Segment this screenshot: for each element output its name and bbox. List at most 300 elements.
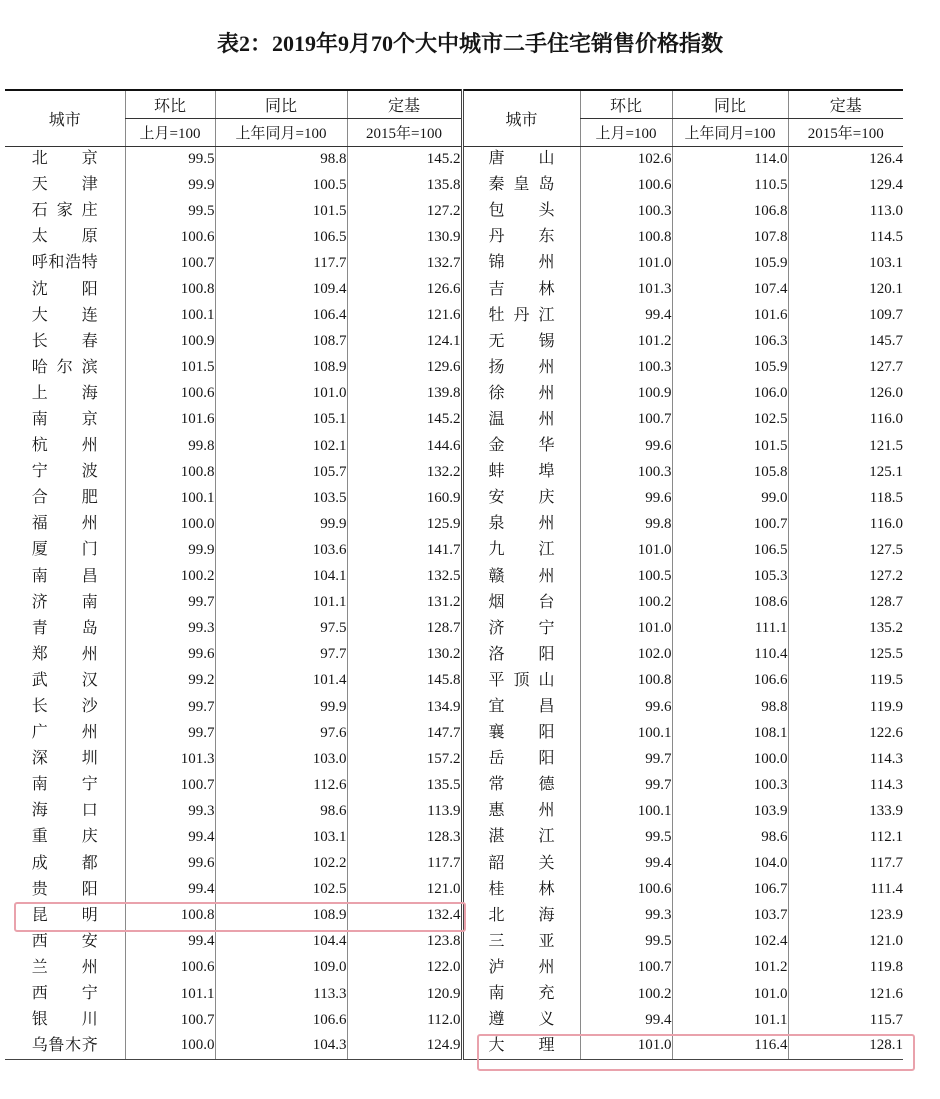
city-cell xyxy=(462,224,580,250)
mom-index: 99.4 xyxy=(580,303,672,329)
city-name: 杭州 xyxy=(31,437,98,455)
city-name: 岳阳 xyxy=(488,750,555,768)
city-name: 九江 xyxy=(488,541,555,559)
city-name: 平顶山 xyxy=(488,671,555,689)
city-cell xyxy=(462,459,580,485)
yoy-index: 101.5 xyxy=(672,433,788,459)
header-row-bases xyxy=(5,118,903,146)
city-cell xyxy=(462,955,580,981)
base-index: 128.7 xyxy=(788,590,903,616)
base-index: 118.5 xyxy=(788,485,903,511)
city-name: 安庆 xyxy=(488,489,555,507)
city-name: 大连 xyxy=(31,306,98,324)
city-name: 南昌 xyxy=(31,567,98,585)
base-index: 121.0 xyxy=(347,877,462,903)
mom-index: 101.3 xyxy=(580,276,672,302)
yoy-index: 101.0 xyxy=(215,381,347,407)
base-index: 145.8 xyxy=(347,668,462,694)
city-name: 蚌埠 xyxy=(488,463,555,481)
base-index: 145.7 xyxy=(788,329,903,355)
base-index: 157.2 xyxy=(347,746,462,772)
base-index: 134.9 xyxy=(347,694,462,720)
base-index: 121.6 xyxy=(788,981,903,1007)
city-cell xyxy=(5,172,125,198)
city-cell xyxy=(5,511,125,537)
table-row xyxy=(5,172,903,198)
base-index: 117.7 xyxy=(788,851,903,877)
city-name: 秦皇岛 xyxy=(488,176,555,194)
mom-index: 100.5 xyxy=(580,564,672,590)
base-index: 121.5 xyxy=(788,433,903,459)
table-row xyxy=(5,590,903,616)
base-index: 113.9 xyxy=(347,798,462,824)
table-row xyxy=(5,381,903,407)
city-name: 乌鲁木齐 xyxy=(31,1036,98,1054)
city-cell xyxy=(5,798,125,824)
base-index: 125.9 xyxy=(347,511,462,537)
mom-index: 100.1 xyxy=(580,798,672,824)
base-index: 127.2 xyxy=(788,564,903,590)
mom-index: 99.7 xyxy=(580,746,672,772)
city-name: 上海 xyxy=(31,384,98,402)
yoy-index: 110.4 xyxy=(672,642,788,668)
base-index: 119.8 xyxy=(788,955,903,981)
base-index: 112.0 xyxy=(347,1007,462,1033)
base-index: 123.8 xyxy=(347,929,462,955)
city-cell xyxy=(462,694,580,720)
table-row xyxy=(5,198,903,224)
table-row xyxy=(5,668,903,694)
yoy-index: 99.0 xyxy=(672,485,788,511)
table-row xyxy=(5,851,903,877)
city-name: 石家庄 xyxy=(31,202,98,220)
mom-index: 100.6 xyxy=(125,955,215,981)
base-index: 125.5 xyxy=(788,642,903,668)
table-row xyxy=(5,1007,903,1033)
yoy-index: 103.6 xyxy=(215,537,347,563)
base-index: 126.0 xyxy=(788,381,903,407)
city-cell xyxy=(462,720,580,746)
header-base-right: 定基 xyxy=(788,90,903,118)
yoy-index: 108.9 xyxy=(215,903,347,929)
yoy-index: 105.1 xyxy=(215,407,347,433)
base-index: 130.2 xyxy=(347,642,462,668)
base-index: 145.2 xyxy=(347,407,462,433)
city-name: 南宁 xyxy=(31,776,98,794)
city-cell xyxy=(462,642,580,668)
base-index: 147.7 xyxy=(347,720,462,746)
city-cell xyxy=(462,381,580,407)
yoy-index: 105.7 xyxy=(215,459,347,485)
city-cell xyxy=(5,146,125,172)
yoy-index: 98.8 xyxy=(672,694,788,720)
yoy-index: 98.8 xyxy=(215,146,347,172)
yoy-index: 104.4 xyxy=(215,929,347,955)
base-index: 119.9 xyxy=(788,694,903,720)
city-cell xyxy=(462,355,580,381)
city-name: 赣州 xyxy=(488,567,555,585)
yoy-index: 104.1 xyxy=(215,564,347,590)
base-index: 131.2 xyxy=(347,590,462,616)
city-cell xyxy=(5,877,125,903)
mom-index: 100.2 xyxy=(580,590,672,616)
base-index: 144.6 xyxy=(347,433,462,459)
city-name: 桂林 xyxy=(488,880,555,898)
mom-index: 100.6 xyxy=(125,224,215,250)
yoy-index: 114.0 xyxy=(672,146,788,172)
yoy-index: 99.9 xyxy=(215,694,347,720)
mom-index: 99.2 xyxy=(125,668,215,694)
yoy-index: 101.6 xyxy=(672,303,788,329)
base-index: 114.3 xyxy=(788,772,903,798)
base-index: 128.3 xyxy=(347,824,462,850)
yoy-index: 100.0 xyxy=(672,746,788,772)
header-yoy-right: 同比 xyxy=(672,90,788,118)
mom-index: 99.3 xyxy=(125,798,215,824)
mom-index: 99.9 xyxy=(125,172,215,198)
city-cell xyxy=(462,172,580,198)
base-index: 109.7 xyxy=(788,303,903,329)
mom-index: 101.0 xyxy=(580,1033,672,1059)
yoy-index: 106.0 xyxy=(672,381,788,407)
mom-index: 99.4 xyxy=(580,1007,672,1033)
base-index: 126.6 xyxy=(347,276,462,302)
mom-index: 100.7 xyxy=(125,772,215,798)
table-row xyxy=(5,537,903,563)
base-index: 127.2 xyxy=(347,198,462,224)
city-cell xyxy=(5,642,125,668)
yoy-index: 103.9 xyxy=(672,798,788,824)
base-index: 132.4 xyxy=(347,903,462,929)
city-cell xyxy=(5,694,125,720)
base-index: 121.0 xyxy=(788,929,903,955)
mom-index: 101.2 xyxy=(580,329,672,355)
mom-index: 101.0 xyxy=(580,616,672,642)
base-index: 103.1 xyxy=(788,250,903,276)
mom-index: 99.6 xyxy=(125,851,215,877)
table-row xyxy=(5,616,903,642)
mom-index: 101.5 xyxy=(125,355,215,381)
city-name: 广州 xyxy=(31,724,98,742)
mom-index: 99.6 xyxy=(580,694,672,720)
yoy-index: 102.1 xyxy=(215,433,347,459)
base-index: 122.0 xyxy=(347,955,462,981)
base-index: 135.5 xyxy=(347,772,462,798)
city-name: 贵阳 xyxy=(31,880,98,898)
city-cell xyxy=(462,668,580,694)
base-index: 141.7 xyxy=(347,537,462,563)
city-cell xyxy=(5,224,125,250)
city-cell xyxy=(462,851,580,877)
city-cell xyxy=(462,511,580,537)
city-name: 银川 xyxy=(31,1011,98,1029)
yoy-index: 101.5 xyxy=(215,198,347,224)
city-name: 惠州 xyxy=(488,802,555,820)
city-cell xyxy=(5,329,125,355)
city-name: 重庆 xyxy=(31,828,98,846)
base-index: 120.1 xyxy=(788,276,903,302)
table-row xyxy=(5,433,903,459)
city-cell xyxy=(5,276,125,302)
city-name: 厦门 xyxy=(31,541,98,559)
city-cell xyxy=(5,746,125,772)
header-mom-left: 环比 xyxy=(125,90,215,118)
city-name: 南京 xyxy=(31,410,98,428)
mom-index: 100.7 xyxy=(125,250,215,276)
header-mom-right: 环比 xyxy=(580,90,672,118)
base-index: 116.0 xyxy=(788,407,903,433)
mom-index: 100.8 xyxy=(125,459,215,485)
mom-index: 100.6 xyxy=(580,172,672,198)
yoy-index: 100.5 xyxy=(215,172,347,198)
base-index: 121.6 xyxy=(347,303,462,329)
city-cell xyxy=(462,485,580,511)
table-row xyxy=(5,772,903,798)
city-cell xyxy=(462,537,580,563)
city-cell xyxy=(462,981,580,1007)
city-cell xyxy=(5,981,125,1007)
city-cell xyxy=(5,355,125,381)
city-cell xyxy=(462,798,580,824)
yoy-index: 110.5 xyxy=(672,172,788,198)
base-index: 124.1 xyxy=(347,329,462,355)
yoy-index: 108.6 xyxy=(672,590,788,616)
mom-index: 101.0 xyxy=(580,537,672,563)
base-index: 139.8 xyxy=(347,381,462,407)
city-name: 西安 xyxy=(31,932,98,950)
yoy-index: 106.8 xyxy=(672,198,788,224)
city-name: 福州 xyxy=(31,515,98,533)
city-name: 唐山 xyxy=(488,150,555,168)
city-cell xyxy=(462,590,580,616)
city-cell xyxy=(462,250,580,276)
mom-index: 99.4 xyxy=(125,929,215,955)
city-cell xyxy=(462,824,580,850)
yoy-index: 106.6 xyxy=(215,1007,347,1033)
mom-index: 99.6 xyxy=(125,642,215,668)
mom-index: 100.8 xyxy=(125,276,215,302)
mom-index: 99.4 xyxy=(125,877,215,903)
table-header xyxy=(5,90,903,146)
base-index: 123.9 xyxy=(788,903,903,929)
base-index: 127.7 xyxy=(788,355,903,381)
city-name: 合肥 xyxy=(31,489,98,507)
base-index: 119.5 xyxy=(788,668,903,694)
yoy-index: 106.4 xyxy=(215,303,347,329)
city-name: 昆明 xyxy=(31,906,98,924)
city-name: 海口 xyxy=(31,802,98,820)
yoy-index: 101.0 xyxy=(672,981,788,1007)
yoy-index: 102.5 xyxy=(215,877,347,903)
city-name: 太原 xyxy=(31,228,98,246)
header-city-left: 城市 xyxy=(5,90,125,146)
city-name: 三亚 xyxy=(488,932,555,950)
header-mom-sub-right: 上月=100 xyxy=(580,118,672,146)
city-name: 烟台 xyxy=(488,593,555,611)
mom-index: 102.6 xyxy=(580,146,672,172)
table-row xyxy=(5,929,903,955)
base-index: 124.9 xyxy=(347,1033,462,1059)
yoy-index: 102.5 xyxy=(672,407,788,433)
yoy-index: 109.0 xyxy=(215,955,347,981)
mom-index: 99.5 xyxy=(580,929,672,955)
city-cell xyxy=(5,198,125,224)
yoy-index: 108.1 xyxy=(672,720,788,746)
city-cell xyxy=(462,746,580,772)
base-index: 127.5 xyxy=(788,537,903,563)
city-cell xyxy=(5,303,125,329)
mom-index: 99.4 xyxy=(125,824,215,850)
table-row xyxy=(5,824,903,850)
mom-index: 99.7 xyxy=(125,720,215,746)
city-name: 湛江 xyxy=(488,828,555,846)
mom-index: 100.1 xyxy=(580,720,672,746)
table-row xyxy=(5,694,903,720)
table-body xyxy=(5,146,903,1059)
base-index: 114.5 xyxy=(788,224,903,250)
city-name: 呼和浩特 xyxy=(31,254,98,272)
mom-index: 99.5 xyxy=(125,198,215,224)
header-base-sub-left: 2015年=100 xyxy=(347,118,462,146)
city-name: 武汉 xyxy=(31,671,98,689)
base-index: 129.6 xyxy=(347,355,462,381)
yoy-index: 102.2 xyxy=(215,851,347,877)
base-index: 135.8 xyxy=(347,172,462,198)
mom-index: 102.0 xyxy=(580,642,672,668)
yoy-index: 103.1 xyxy=(215,824,347,850)
city-name: 常德 xyxy=(488,776,555,794)
yoy-index: 102.4 xyxy=(672,929,788,955)
mom-index: 101.0 xyxy=(580,250,672,276)
city-name: 深圳 xyxy=(31,750,98,768)
base-index: 128.7 xyxy=(347,616,462,642)
mom-index: 99.7 xyxy=(125,590,215,616)
yoy-index: 108.9 xyxy=(215,355,347,381)
table-row xyxy=(5,485,903,511)
base-index: 125.1 xyxy=(788,459,903,485)
city-name: 西宁 xyxy=(31,985,98,1003)
city-cell xyxy=(462,276,580,302)
mom-index: 100.7 xyxy=(580,407,672,433)
table-title: 表2：2019年9月70个大中城市二手住宅销售价格指数 xyxy=(216,31,723,56)
city-cell xyxy=(5,824,125,850)
city-name: 丹东 xyxy=(488,228,555,246)
base-index: 132.2 xyxy=(347,459,462,485)
city-name: 北海 xyxy=(488,906,555,924)
yoy-index: 103.5 xyxy=(215,485,347,511)
mom-index: 99.5 xyxy=(125,146,215,172)
city-name: 济宁 xyxy=(488,619,555,637)
city-cell xyxy=(5,485,125,511)
table-row xyxy=(5,224,903,250)
yoy-index: 106.7 xyxy=(672,877,788,903)
city-name: 青岛 xyxy=(31,619,98,637)
city-cell xyxy=(462,303,580,329)
city-cell xyxy=(5,537,125,563)
base-index: 133.9 xyxy=(788,798,903,824)
city-name: 韶关 xyxy=(488,854,555,872)
mom-index: 100.3 xyxy=(580,355,672,381)
city-cell xyxy=(5,616,125,642)
yoy-index: 107.4 xyxy=(672,276,788,302)
yoy-index: 116.4 xyxy=(672,1033,788,1059)
city-cell xyxy=(462,1033,580,1059)
yoy-index: 99.9 xyxy=(215,511,347,537)
mom-index: 100.3 xyxy=(580,198,672,224)
city-cell xyxy=(5,381,125,407)
city-name: 沈阳 xyxy=(31,280,98,298)
yoy-index: 104.3 xyxy=(215,1033,347,1059)
table-row xyxy=(5,1033,903,1059)
mom-index: 100.9 xyxy=(580,381,672,407)
mom-index: 99.7 xyxy=(580,772,672,798)
city-cell xyxy=(462,329,580,355)
mom-index: 99.3 xyxy=(580,903,672,929)
mom-index: 101.1 xyxy=(125,981,215,1007)
yoy-index: 105.9 xyxy=(672,355,788,381)
table-row xyxy=(5,146,903,172)
yoy-index: 113.3 xyxy=(215,981,347,1007)
yoy-index: 105.9 xyxy=(672,250,788,276)
city-name: 兰州 xyxy=(31,958,98,976)
yoy-index: 108.7 xyxy=(215,329,347,355)
yoy-index: 101.2 xyxy=(672,955,788,981)
table-row xyxy=(5,329,903,355)
city-name: 南充 xyxy=(488,985,555,1003)
header-yoy-sub-right: 上年同月=100 xyxy=(672,118,788,146)
table-row xyxy=(5,407,903,433)
city-name: 大理 xyxy=(488,1036,555,1054)
city-cell xyxy=(462,929,580,955)
header-base-sub-right: 2015年=100 xyxy=(788,118,903,146)
city-name: 金华 xyxy=(488,437,555,455)
yoy-index: 109.4 xyxy=(215,276,347,302)
city-name: 牡丹江 xyxy=(488,306,555,324)
yoy-index: 106.5 xyxy=(215,224,347,250)
table-row xyxy=(5,303,903,329)
city-name: 天津 xyxy=(31,176,98,194)
city-cell xyxy=(462,1007,580,1033)
base-index: 115.7 xyxy=(788,1007,903,1033)
table-row xyxy=(5,955,903,981)
city-cell xyxy=(5,433,125,459)
yoy-index: 105.3 xyxy=(672,564,788,590)
header-mom-sub-left: 上月=100 xyxy=(125,118,215,146)
base-index: 116.0 xyxy=(788,511,903,537)
city-name: 吉林 xyxy=(488,280,555,298)
city-cell xyxy=(5,929,125,955)
header-yoy-sub-left: 上年同月=100 xyxy=(215,118,347,146)
table-row xyxy=(5,459,903,485)
mom-index: 99.8 xyxy=(125,433,215,459)
yoy-index: 106.6 xyxy=(672,668,788,694)
base-index: 113.0 xyxy=(788,198,903,224)
table-row xyxy=(5,877,903,903)
city-name: 郑州 xyxy=(31,645,98,663)
city-name: 锦州 xyxy=(488,254,555,272)
yoy-index: 97.5 xyxy=(215,616,347,642)
mom-index: 100.9 xyxy=(125,329,215,355)
mom-index: 101.6 xyxy=(125,407,215,433)
base-index: 129.4 xyxy=(788,172,903,198)
mom-index: 100.0 xyxy=(125,511,215,537)
city-cell xyxy=(5,250,125,276)
city-name: 泸州 xyxy=(488,958,555,976)
price-index-table xyxy=(5,89,903,1060)
city-name: 济南 xyxy=(31,593,98,611)
city-cell xyxy=(5,955,125,981)
mom-index: 99.5 xyxy=(580,824,672,850)
